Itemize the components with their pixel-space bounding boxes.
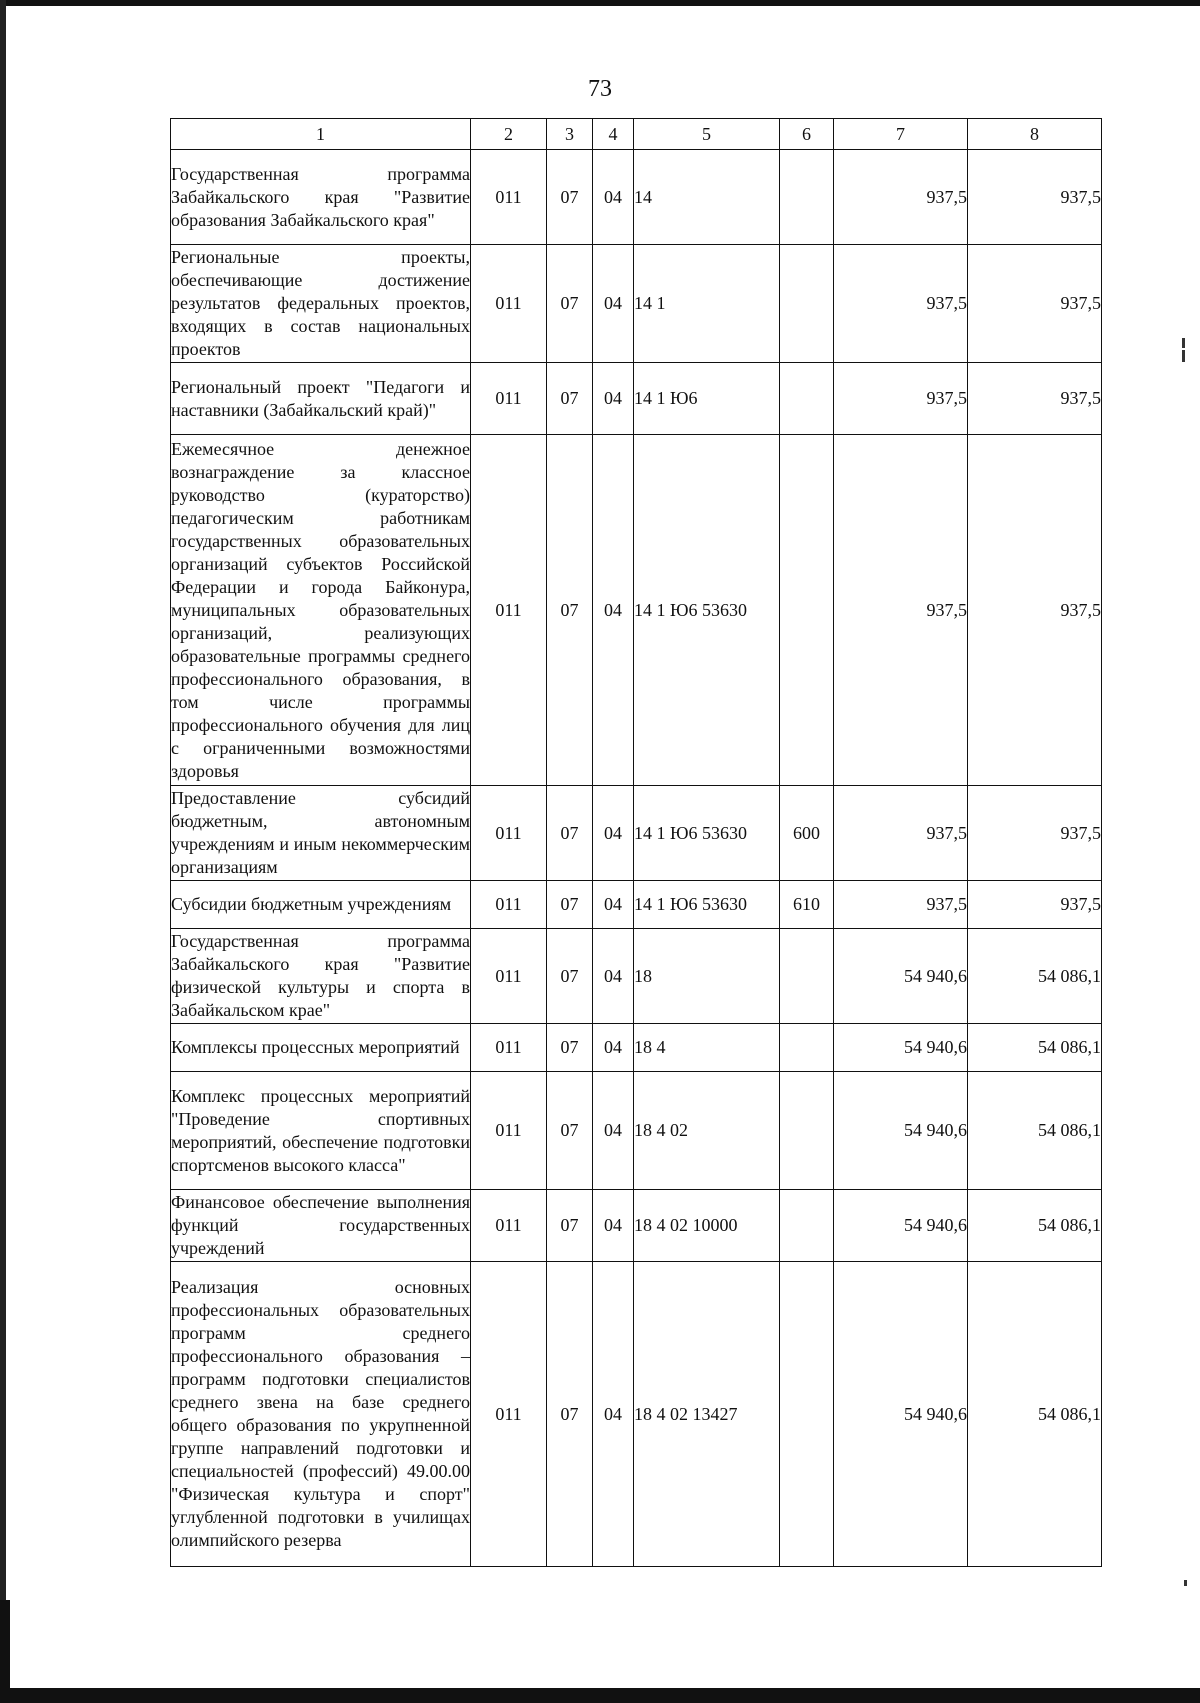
- cell-section: 07: [547, 363, 593, 435]
- row-name: Реализация основных профессиональных образовательных программ среднего профессионального образования – программ подготовки специалистов среднего звена на базе среднего общего образования по укрупненной группе направлений подготовки и специальностей (профессий) 49.00.00 "Физическая культура и спорт" углубленной подготовки в училищах олимпийского резерва: [171, 1262, 471, 1567]
- cell-subsection: 04: [593, 1024, 634, 1072]
- cell-ministry-code: 011: [471, 1190, 547, 1262]
- cell-expense-type: [780, 363, 834, 435]
- cell-subsection: 04: [593, 1262, 634, 1567]
- cell-target-article: 18 4: [634, 1024, 780, 1072]
- cell-expense-type: [780, 1072, 834, 1190]
- cell-section: 07: [547, 929, 593, 1024]
- cell-amount-col8: 937,5: [968, 435, 1102, 786]
- cell-amount-col7: 937,5: [834, 435, 968, 786]
- table-row: [171, 786, 1102, 881]
- page-number: 73: [588, 76, 612, 102]
- cell-amount-col8: 937,5: [968, 363, 1102, 435]
- cell-subsection: 04: [593, 929, 634, 1024]
- cell-amount-col8: 54 086,1: [968, 1262, 1102, 1567]
- column-header: 6: [780, 119, 834, 150]
- cell-amount-col8: 937,5: [968, 881, 1102, 929]
- table-row: [171, 435, 1102, 786]
- row-name: Субсидии бюджетным учреждениям: [171, 881, 471, 929]
- table-header-row: [171, 119, 1102, 150]
- cell-subsection: 04: [593, 363, 634, 435]
- cell-amount-col7: 937,5: [834, 150, 968, 245]
- scan-border-top: [0, 0, 1200, 6]
- cell-section: 07: [547, 1024, 593, 1072]
- cell-section: 07: [547, 150, 593, 245]
- cell-amount-col7: 54 940,6: [834, 1190, 968, 1262]
- cell-ministry-code: 011: [471, 363, 547, 435]
- column-header: 7: [834, 119, 968, 150]
- cell-amount-col7: 54 940,6: [834, 1262, 968, 1567]
- cell-amount-col8: 54 086,1: [968, 1190, 1102, 1262]
- cell-expense-type: [780, 245, 834, 363]
- cell-expense-type: 610: [780, 881, 834, 929]
- table-row: [171, 363, 1102, 435]
- cell-target-article: 14 1 Ю6 53630: [634, 881, 780, 929]
- cell-ministry-code: 011: [471, 1072, 547, 1190]
- cell-ministry-code: 011: [471, 786, 547, 881]
- scan-corner-bottom-left: [0, 1600, 10, 1703]
- cell-ministry-code: 011: [471, 435, 547, 786]
- cell-section: 07: [547, 881, 593, 929]
- cell-amount-col7: 54 940,6: [834, 1024, 968, 1072]
- table-row: [171, 245, 1102, 363]
- cell-expense-type: [780, 929, 834, 1024]
- cell-target-article: 14 1 Ю6 53630: [634, 435, 780, 786]
- row-name: Ежемесячное денежное вознаграждение за классное руководство (кураторство) педагогическим работникам государственных образовательных организаций субъектов Российской Федерации и города Байконура, муниципальных образовательных организаций, реализующих образовательные программы среднего профессионального образования, в том числе программы профессионального обучения для лиц с ограниченными возможностями здоровья: [171, 435, 471, 786]
- cell-amount-col8: 937,5: [968, 245, 1102, 363]
- cell-subsection: 04: [593, 150, 634, 245]
- cell-target-article: 18 4 02: [634, 1072, 780, 1190]
- cell-amount-col8: 937,5: [968, 786, 1102, 881]
- scan-mark: [1182, 338, 1185, 348]
- column-header: 1: [171, 119, 471, 150]
- cell-ministry-code: 011: [471, 881, 547, 929]
- cell-ministry-code: 011: [471, 1262, 547, 1567]
- column-header: 4: [593, 119, 634, 150]
- cell-target-article: 14: [634, 150, 780, 245]
- table-row: [171, 1024, 1102, 1072]
- row-name: Региональный проект "Педагоги и наставники (Забайкальский край)": [171, 363, 471, 435]
- cell-ministry-code: 011: [471, 929, 547, 1024]
- cell-expense-type: [780, 435, 834, 786]
- cell-ministry-code: 011: [471, 150, 547, 245]
- cell-subsection: 04: [593, 1190, 634, 1262]
- scan-border-bottom: [0, 1688, 1200, 1703]
- cell-section: 07: [547, 786, 593, 881]
- column-header: 3: [547, 119, 593, 150]
- cell-ministry-code: 011: [471, 245, 547, 363]
- row-name: Комплексы процессных мероприятий: [171, 1024, 471, 1072]
- cell-expense-type: [780, 150, 834, 245]
- cell-amount-col8: 54 086,1: [968, 1072, 1102, 1190]
- cell-subsection: 04: [593, 435, 634, 786]
- cell-amount-col7: 937,5: [834, 363, 968, 435]
- row-name: Комплекс процессных мероприятий "Проведение спортивных мероприятий, обеспечение подготовки спортсменов высокого класса": [171, 1072, 471, 1190]
- table-row: [171, 1190, 1102, 1262]
- cell-target-article: 18 4 02 13427: [634, 1262, 780, 1567]
- table-row: [171, 1262, 1102, 1567]
- cell-target-article: 18: [634, 929, 780, 1024]
- column-header: 2: [471, 119, 547, 150]
- cell-amount-col7: 54 940,6: [834, 1072, 968, 1190]
- cell-expense-type: [780, 1024, 834, 1072]
- column-header: 8: [968, 119, 1102, 150]
- row-name: Предоставление субсидий бюджетным, автономным учреждениям и иным некоммерческим организациям: [171, 786, 471, 881]
- cell-subsection: 04: [593, 1072, 634, 1190]
- table-row: [171, 1072, 1102, 1190]
- cell-section: 07: [547, 245, 593, 363]
- row-name: Финансовое обеспечение выполнения функций государственных учреждений: [171, 1190, 471, 1262]
- cell-amount-col7: 937,5: [834, 245, 968, 363]
- cell-expense-type: 600: [780, 786, 834, 881]
- cell-target-article: 14 1 Ю6 53630: [634, 786, 780, 881]
- table-row: [171, 881, 1102, 929]
- column-header: 5: [634, 119, 780, 150]
- cell-expense-type: [780, 1262, 834, 1567]
- cell-ministry-code: 011: [471, 1024, 547, 1072]
- table-row: [171, 929, 1102, 1024]
- cell-subsection: 04: [593, 786, 634, 881]
- budget-table: [170, 118, 1102, 1567]
- cell-section: 07: [547, 1262, 593, 1567]
- cell-expense-type: [780, 1190, 834, 1262]
- cell-target-article: 14 1 Ю6: [634, 363, 780, 435]
- scan-mark: [1182, 350, 1185, 362]
- row-name: Региональные проекты, обеспечивающие достижение результатов федеральных проектов, входящих в состав национальных проектов: [171, 245, 471, 363]
- scan-mark: [1184, 1580, 1187, 1586]
- cell-amount-col8: 54 086,1: [968, 929, 1102, 1024]
- row-name: Государственная программа Забайкальского края "Развитие физической культуры и спорта в Забайкальском крае": [171, 929, 471, 1024]
- cell-section: 07: [547, 1072, 593, 1190]
- row-name: Государственная программа Забайкальского края "Развитие образования Забайкальского края": [171, 150, 471, 245]
- cell-subsection: 04: [593, 881, 634, 929]
- cell-amount-col7: 937,5: [834, 881, 968, 929]
- table-row: [171, 150, 1102, 245]
- cell-section: 07: [547, 435, 593, 786]
- cell-target-article: 14 1: [634, 245, 780, 363]
- cell-amount-col8: 54 086,1: [968, 1024, 1102, 1072]
- cell-amount-col7: 937,5: [834, 786, 968, 881]
- cell-subsection: 04: [593, 245, 634, 363]
- scan-border-left: [0, 0, 6, 1703]
- cell-section: 07: [547, 1190, 593, 1262]
- cell-amount-col7: 54 940,6: [834, 929, 968, 1024]
- cell-amount-col8: 937,5: [968, 150, 1102, 245]
- cell-target-article: 18 4 02 10000: [634, 1190, 780, 1262]
